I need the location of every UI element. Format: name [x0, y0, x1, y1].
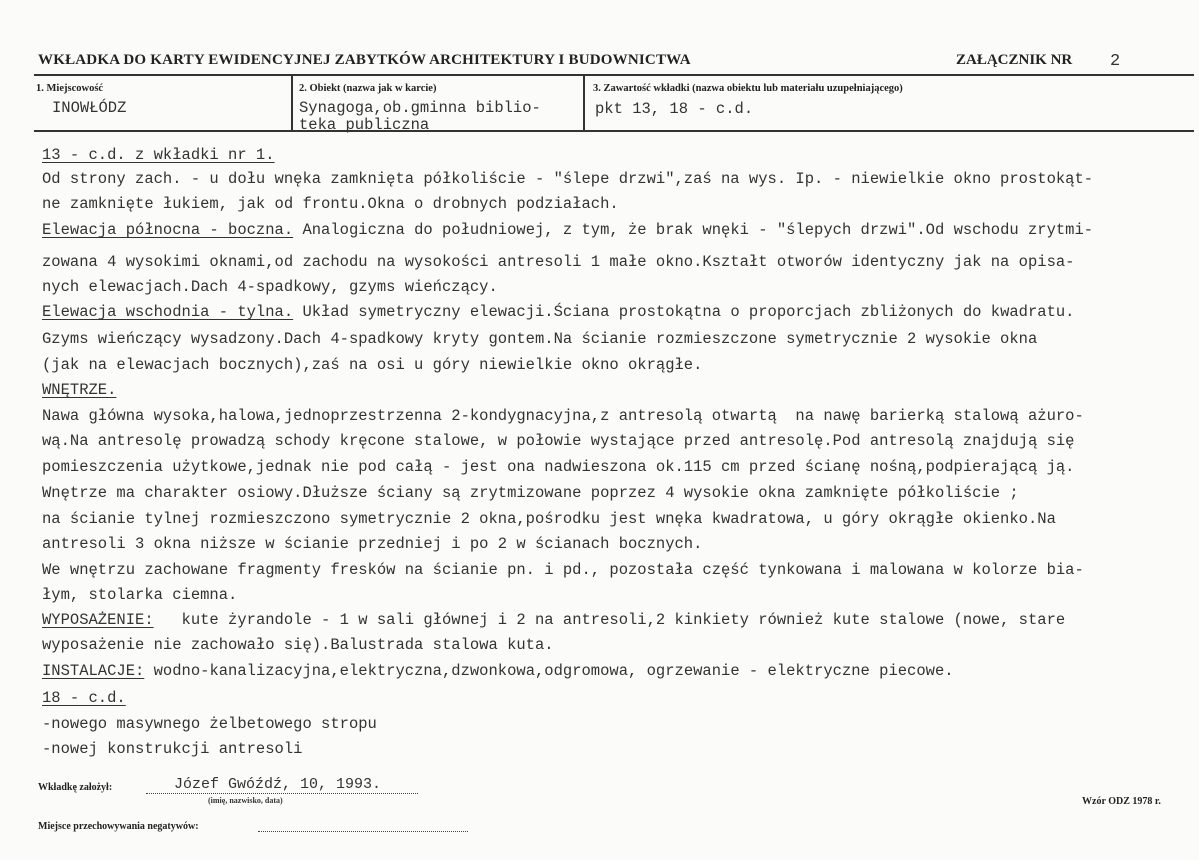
- interior-heading: WNĘTRZE.: [42, 381, 117, 399]
- object-label: 2. Obiekt (nazwa jak w karcie): [299, 83, 437, 94]
- author-hint: (imię, nazwisko, data): [208, 796, 283, 805]
- object-value-line1: Synagoga,ob.gminna biblio-: [299, 99, 541, 117]
- text-line: łym, stolarka ciemna.: [42, 586, 238, 604]
- text-line: wą.Na antresolę prowadzą schody kręcone stalowe, w połowie wystające przed antresolę.Pod antresolą znajdują się: [42, 432, 1075, 450]
- installations-heading: INSTALACJE:: [42, 662, 145, 680]
- storage-dotted-line: [258, 831, 468, 832]
- text-line: [42, 303, 1074, 321]
- section-13-heading: 13 - c.d. z wkładki nr 1.: [42, 146, 275, 164]
- text-line: wyposażenie nie zachowało się).Balustrada stalowa kuta.: [42, 636, 554, 654]
- text-line: Gzyms wieńczący wysadzony.Dach 4-spadkowy kryty gontem.Na ścianie rozmieszczone symetrycznie 2 wysokie okna: [42, 330, 1038, 348]
- text-line: na ścianie tylnej rozmieszczono symetrycznie 2 okna,pośrodku jest wnęka kwadratowa, u góry okrągłe okienko.Na: [42, 510, 1056, 528]
- header-top-rule: [34, 74, 1194, 76]
- text-line: [42, 611, 1065, 629]
- section-18-heading: 18 - c.d.: [42, 689, 126, 707]
- north-elevation-text: Analogiczna do południowej, z tym, że brak wnęki - "ślepych drzwi".Od wschodu zrytmi-: [293, 221, 1094, 239]
- contents-value: pkt 13, 18 - c.d.: [595, 100, 754, 118]
- equipment-heading: WYPOSAŻENIE:: [42, 611, 154, 629]
- text-line: nych elewacjach.Dach 4-spadkowy, gzyms wieńczący.: [42, 278, 498, 296]
- header-bottom-rule: [34, 130, 1194, 132]
- equipment-text: kute żyrandole - 1 w sali głównej i 2 na antresoli,2 kinkiety również kute stalowe (nowe, stare: [153, 611, 1066, 629]
- installations-text: wodno-kanalizacyjna,elektryczna,dzwonkowa,odgromowa, ogrzewanie - elektryczne piecowe.: [144, 662, 954, 680]
- locality-label: 1. Miejscowość: [36, 83, 104, 94]
- text-line: [42, 221, 1093, 239]
- annex-label: ZAŁĄCZNIK NR: [956, 52, 1073, 68]
- form-title: WKŁADKA DO KARTY EWIDENCYJNEJ ZABYTKÓW ARCHITEKTURY I BUDOWNICTWA: [38, 52, 691, 68]
- text-line: ne zamknięte łukiem, jak od frontu.Okna o drobnych podziałach.: [42, 195, 619, 213]
- annex-number: 2: [1110, 52, 1121, 71]
- text-line: Wnętrze ma charakter osiowy.Dłuższe ściany są zrytmizowane poprzez 4 wysokie okna zamknięte półkoliście ;: [42, 484, 1019, 502]
- author-value: Józef Gwóźdź, 10, 1993.: [174, 776, 382, 793]
- text-line: -nowej konstrukcji antresoli: [42, 740, 303, 758]
- form-mark: Wzór ODZ 1978 r.: [1082, 796, 1161, 807]
- text-line: Od strony zach. - u dołu wnęka zamknięta półkoliście - "ślepe drzwi",zaś na wys. Ip. - niewielkie okno prostokąt-: [42, 170, 1094, 188]
- storage-label: Miejsce przechowywania negatywów:: [38, 821, 199, 832]
- contents-label: 3. Zawartość wkładki (nazwa obiektu lub materiału uzupełniającego): [593, 83, 903, 94]
- east-elevation-text: Układ symetryczny elewacji.Ściana prostokątna o proporcjach zbliżonych do kwadratu.: [293, 303, 1075, 321]
- text-line: We wnętrzu zachowane fragmenty fresków na ścianie pn. i pd., pozostała część tynkowana i malowana w kolorze bia-: [42, 561, 1084, 579]
- text-line: -nowego masywnego żelbetowego stropu: [42, 715, 377, 733]
- object-value-line2: teka publiczna: [299, 116, 430, 134]
- field-divider-2: [583, 74, 585, 132]
- text-line: antresoli 3 okna niższe w ścianie przedniej i po 2 w ścianach bocznych.: [42, 535, 703, 553]
- text-line: [42, 662, 954, 680]
- text-line: zowana 4 wysokimi oknami,od zachodu na wysokości antresoli 1 małe okno.Kształt otworów identyczny jak na opisa-: [42, 253, 1075, 271]
- locality-value: INOWŁÓDZ: [52, 99, 127, 117]
- author-dotted-line: [146, 793, 418, 794]
- text-line: (jak na elewacjach bocznych),zaś na osi u góry niewielkie okno okrągłe.: [42, 356, 703, 374]
- author-label: Wkładkę założył:: [38, 782, 113, 793]
- text-line: pomieszczenia użytkowe,jednak nie pod całą - jest ona nadwieszona ok.115 cm przed ścianę nośną,podpierającą ją.: [42, 458, 1075, 476]
- north-elevation-heading: Elewacja północna - boczna.: [42, 221, 294, 239]
- text-line: Nawa główna wysoka,halowa,jednoprzestrzenna 2-kondygnacyjna,z antresolą otwartą na nawę barierką stalową ażuro-: [42, 407, 1084, 425]
- east-elevation-heading: Elewacja wschodnia - tylna.: [42, 303, 294, 321]
- field-divider-1: [291, 74, 293, 132]
